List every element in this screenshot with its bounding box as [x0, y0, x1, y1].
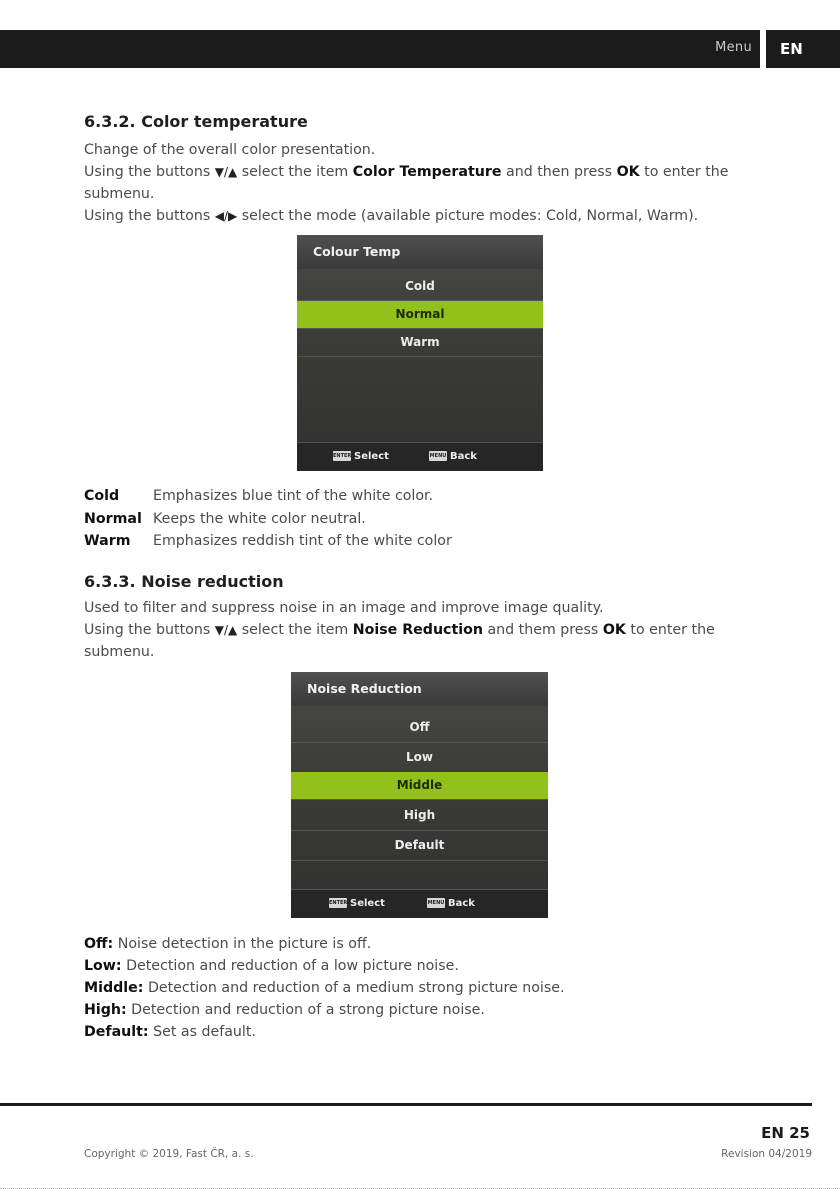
- definition-row: [84, 511, 142, 527]
- definition-desc: Detection and reduction of a medium strong picture noise.: [143, 980, 565, 996]
- definition-desc: Detection and reduction of a low picture noise.: [121, 958, 459, 974]
- copyright-text: Copyright © 2019, Fast ČR, a. s.: [84, 1148, 254, 1160]
- footer-back-label: Back: [450, 451, 477, 462]
- definition-row: [84, 1002, 485, 1018]
- header-menu-label: Menu: [715, 40, 752, 55]
- paragraph-line: [84, 208, 698, 224]
- definition-term: Warm: [84, 533, 131, 549]
- menu-key-icon: MENU: [429, 453, 447, 459]
- noise-reduction-menu-screenshot: [291, 672, 548, 918]
- menu-footer: [297, 442, 543, 471]
- paragraph-line: Change of the overall color presentation.: [84, 142, 376, 158]
- text: Using the buttons: [84, 622, 215, 638]
- definition-term: Off:: [84, 936, 114, 952]
- item-name: Noise Reduction: [352, 622, 483, 638]
- text: select the item: [237, 164, 353, 180]
- definition-term: Middle:: [84, 980, 144, 996]
- paragraph-line: submenu.: [84, 644, 155, 660]
- text: Using the buttons: [84, 208, 215, 224]
- definition-row: [84, 488, 119, 504]
- enter-key-icon: ENTER: [329, 900, 348, 906]
- text: and them press: [482, 622, 603, 638]
- menu-title: Noise Reduction: [291, 672, 548, 706]
- text: to enter the: [625, 622, 715, 638]
- definition-row: [84, 958, 459, 974]
- menu-footer: [291, 889, 548, 918]
- menu-item-warm: Warm: [297, 329, 543, 357]
- text: and then press: [501, 164, 617, 180]
- left-right-arrows-icon: ◀/▶: [214, 209, 238, 223]
- definition-row: [84, 1024, 256, 1040]
- footer-select-label: Select: [350, 898, 385, 909]
- menu-item-low: Low: [291, 742, 548, 773]
- footer-back-label: Back: [448, 898, 475, 909]
- menu-title: Colour Temp: [297, 235, 543, 269]
- footer-select-label: Select: [354, 451, 389, 462]
- menu-item-default: Default: [291, 830, 548, 861]
- menu-item-normal: Normal: [297, 301, 543, 329]
- definition-desc: Emphasizes blue tint of the white color.: [153, 488, 434, 504]
- item-name: Color Temperature: [352, 164, 502, 180]
- definition-term: High:: [84, 1002, 127, 1018]
- definition-term: Cold: [84, 488, 120, 504]
- menu-item-high: High: [291, 800, 548, 831]
- footer-back: [427, 898, 475, 909]
- definition-row: [84, 980, 565, 996]
- definition-term: Default:: [84, 1024, 149, 1040]
- definition-desc: Set as default.: [148, 1024, 256, 1040]
- footer-back: [429, 451, 477, 462]
- page-edge-divider: [0, 1188, 840, 1189]
- down-up-arrows-icon: ▼/▲: [214, 623, 238, 637]
- footer-select: [333, 451, 389, 462]
- header-bar: [0, 30, 760, 68]
- section-title-noise-reduction: 6.3.3. Noise reduction: [84, 572, 284, 591]
- text: to enter the: [639, 164, 729, 180]
- menu-item-cold: Cold: [297, 273, 543, 301]
- page-number: EN 25: [761, 1124, 810, 1142]
- definition-desc: Keeps the white color neutral.: [153, 511, 366, 527]
- menu-item-off: Off: [291, 712, 548, 743]
- definition-term: Normal: [84, 511, 142, 527]
- paragraph-line: [84, 164, 729, 180]
- enter-key-icon: ENTER: [333, 453, 352, 459]
- paragraph-line: [84, 622, 715, 638]
- footer-rule: [0, 1103, 812, 1106]
- down-up-arrows-icon: ▼/▲: [214, 165, 238, 179]
- ok-key: OK: [602, 622, 626, 638]
- definition-desc: Emphasizes reddish tint of the white color: [153, 533, 452, 549]
- text: Using the buttons: [84, 164, 215, 180]
- revision-text: Revision 04/2019: [721, 1148, 812, 1160]
- language-badge: EN: [766, 30, 840, 68]
- paragraph-line: Used to filter and suppress noise in an image and improve image quality.: [84, 600, 604, 616]
- menu-item-middle: Middle: [291, 772, 548, 800]
- definition-term: Low:: [84, 958, 122, 974]
- definition-row: [84, 533, 131, 549]
- definition-row: [84, 936, 371, 952]
- footer-select: [329, 898, 385, 909]
- menu-key-icon: MENU: [427, 900, 445, 906]
- text: select the mode (available picture modes: Cold, Normal, Warm).: [237, 208, 699, 224]
- definition-desc: Detection and reduction of a strong picture noise.: [126, 1002, 485, 1018]
- definition-desc: Noise detection in the picture is off.: [113, 936, 372, 952]
- ok-key: OK: [616, 164, 640, 180]
- paragraph-line: submenu.: [84, 186, 155, 202]
- section-title-color-temperature: 6.3.2. Color temperature: [84, 112, 308, 131]
- colour-temp-menu-screenshot: [297, 235, 543, 471]
- text: select the item: [237, 622, 353, 638]
